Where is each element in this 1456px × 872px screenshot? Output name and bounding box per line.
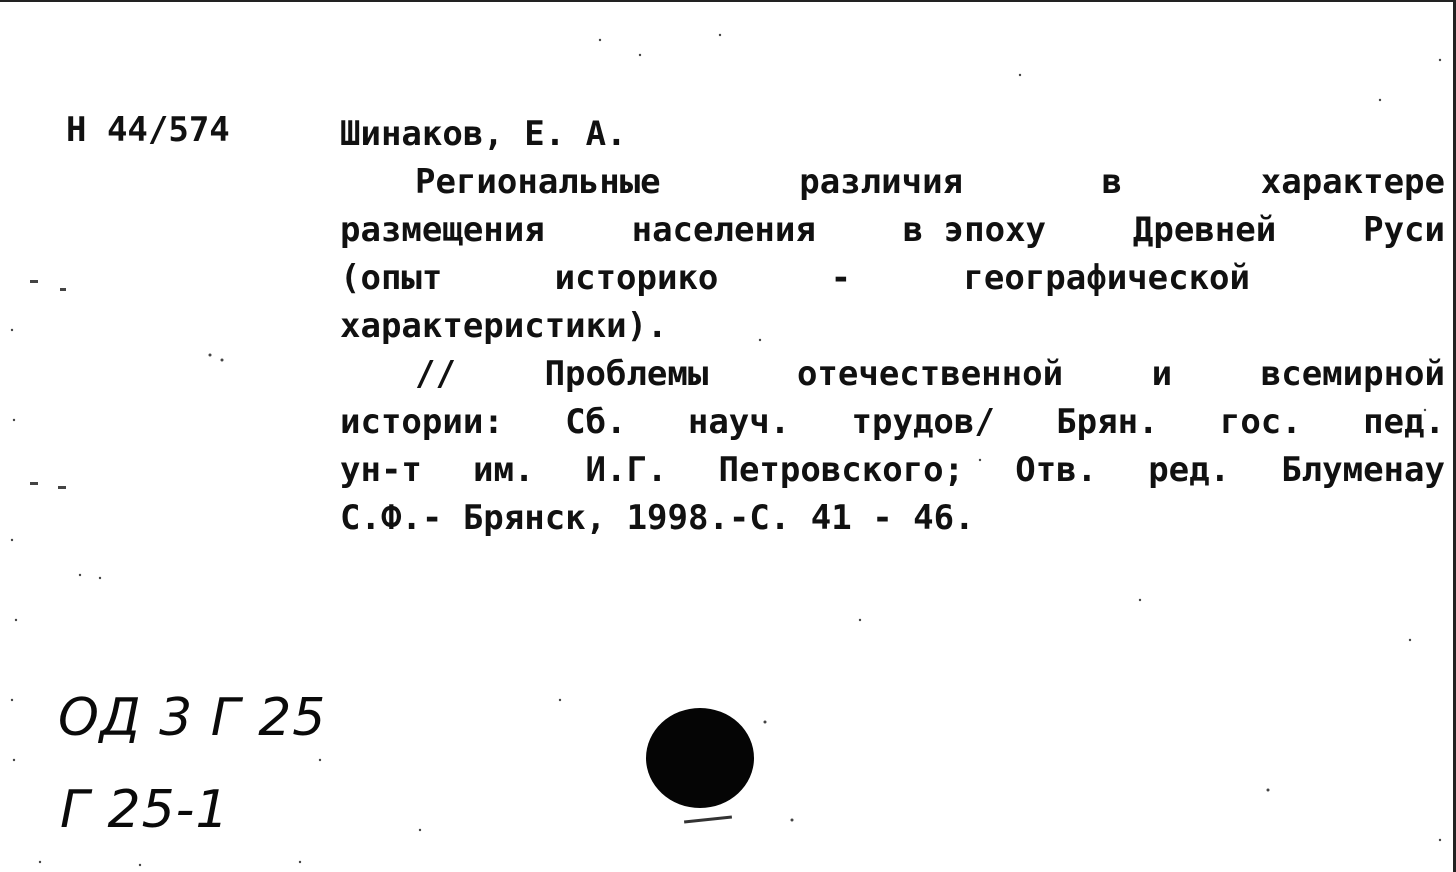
handwritten-call-number: Г 25-1 bbox=[60, 780, 230, 840]
author-line: Шинаков, Е. А. bbox=[340, 114, 627, 154]
word: в bbox=[1101, 162, 1123, 202]
source-line-2 bbox=[340, 398, 1445, 446]
word: И.Г. bbox=[585, 450, 668, 490]
source-line-1 bbox=[340, 350, 1445, 398]
word: // bbox=[415, 354, 456, 394]
title-line-1 bbox=[340, 158, 1445, 206]
handwritten-classification-code: ОД 3 Г 25 bbox=[58, 688, 327, 748]
word: истории: bbox=[340, 402, 504, 442]
word: в эпоху bbox=[902, 210, 1047, 250]
word: науч. bbox=[687, 402, 791, 442]
shelfmark: Н 44/574 bbox=[66, 110, 230, 150]
word: отечественной bbox=[796, 354, 1064, 394]
word: различия bbox=[799, 162, 964, 202]
word: историко bbox=[554, 258, 719, 298]
word: размещения bbox=[340, 210, 545, 250]
title-line-2 bbox=[340, 206, 1445, 254]
title-line-3 bbox=[340, 254, 1250, 302]
word: и bbox=[1151, 354, 1173, 394]
word: им. bbox=[472, 450, 535, 490]
word: всемирной bbox=[1260, 354, 1445, 394]
word: географической bbox=[963, 258, 1250, 298]
word: Проблемы bbox=[544, 354, 709, 394]
word: Сб. bbox=[565, 402, 627, 442]
word: Блуменау bbox=[1281, 450, 1445, 490]
word: Брян. bbox=[1056, 402, 1159, 442]
word: пед. bbox=[1363, 402, 1445, 442]
title-line-4: характеристики). bbox=[340, 306, 668, 346]
source-line-3 bbox=[340, 446, 1445, 494]
word: населения bbox=[631, 210, 816, 250]
word: Древней bbox=[1132, 210, 1277, 250]
word: Отв. bbox=[1015, 450, 1098, 490]
word: Региональные bbox=[415, 162, 661, 202]
source-line-4: С.Ф.- Брянск, 1998.-С. 41 - 46. bbox=[340, 498, 975, 538]
word: ун-т bbox=[340, 450, 422, 490]
bibliographic-entry bbox=[340, 110, 1450, 542]
card-punch-hole bbox=[646, 708, 754, 808]
word: характере bbox=[1260, 162, 1445, 202]
word: гос. bbox=[1219, 402, 1302, 442]
word: - bbox=[830, 258, 852, 298]
word: (опыт bbox=[340, 258, 443, 298]
word: Руси bbox=[1363, 210, 1445, 250]
word: Петровского; bbox=[718, 450, 965, 490]
word: трудов/ bbox=[851, 402, 995, 442]
word: ред. bbox=[1148, 450, 1231, 490]
